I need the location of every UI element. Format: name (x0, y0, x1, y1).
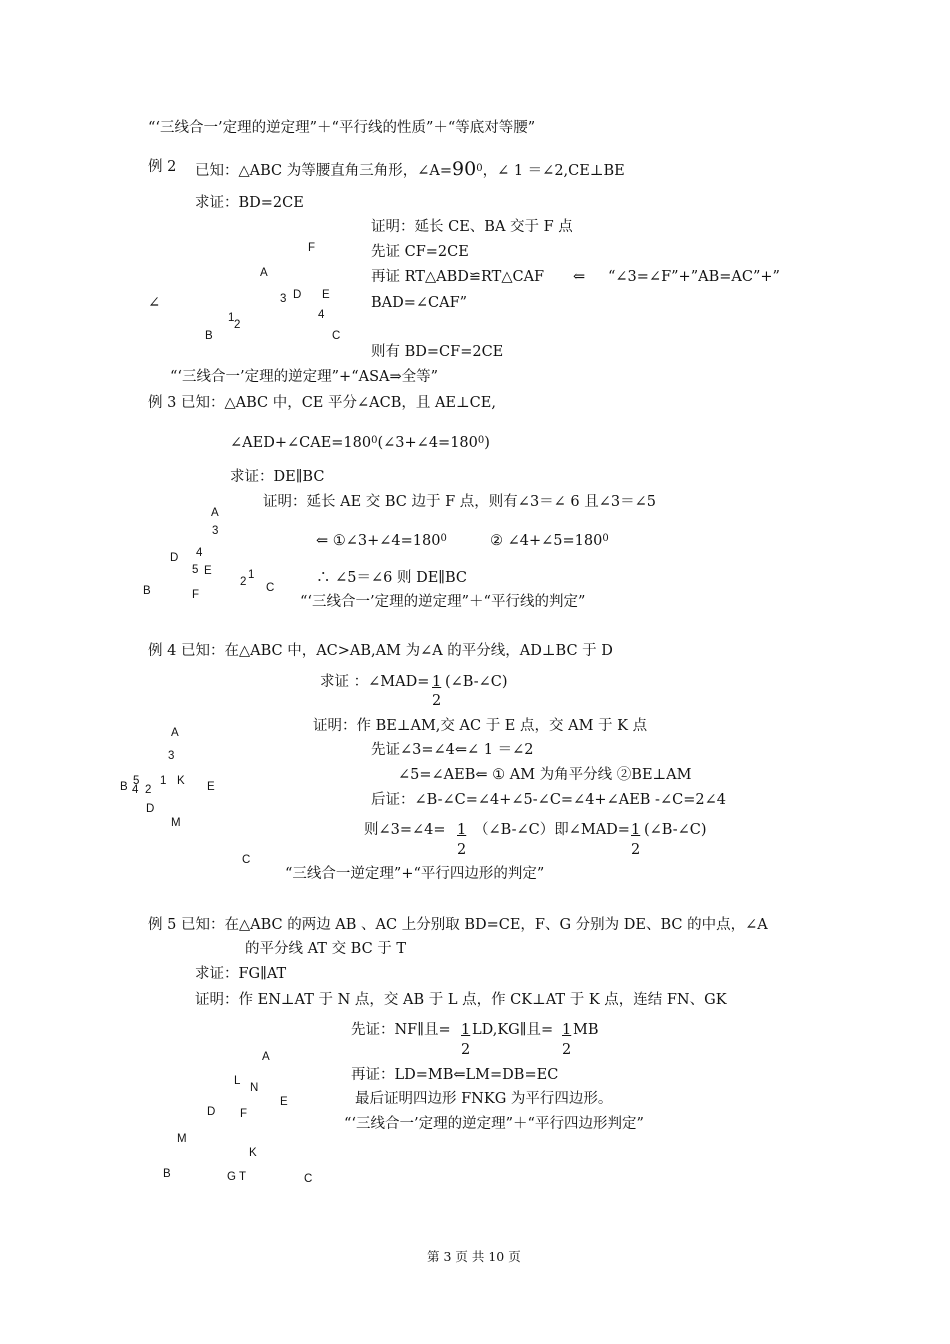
example-4-proof-5-denominator-2: 2 (631, 842, 641, 858)
summary-line-3: “‘三线合一’定理的逆定理”＋“平行线的判定” (300, 594, 586, 610)
example-2-reason: “∠3=∠F”+”AB=AC”+” (608, 269, 780, 285)
example-4-proof-1: 证明：作 BE⊥AM,交 AC 于 E 点，交 AM 于 K 点 (313, 718, 648, 734)
example-5-proof-2b: LD,KG∥且= (472, 1022, 554, 1038)
fig5-label-T: T (239, 1171, 247, 1183)
example-5-proof-2-numerator: 1 (461, 1022, 471, 1038)
fig3-label-A: A (211, 507, 219, 519)
example-4-goal-tail: (∠B-∠C) (445, 674, 508, 690)
fig4-label-3: 3 (168, 750, 175, 762)
fig5-label-N: N (250, 1082, 259, 1094)
example-2-proof-1: 证明：延长 CE、BA 交于 F 点 (371, 219, 573, 235)
example-2-given-tail: ，∠ 1 ＝∠2,CE⊥BE (482, 163, 625, 179)
example-5-proof-2-denominator: 2 (461, 1042, 471, 1058)
example-5-given-2: 的平分线 AT 交 BC 于 T (245, 941, 407, 957)
fig4-label-E: E (207, 781, 215, 793)
fig2-label-4: 4 (318, 309, 325, 321)
example-5-proof-2a: 先证：NF∥且= (351, 1022, 451, 1038)
example-2-degree: 0 (476, 163, 483, 174)
fig5-label-L: L (234, 1075, 241, 1087)
page-footer: 第 3 页 共 10 页 (427, 1249, 521, 1264)
example-2-angle-symbol: ∠ (148, 295, 161, 311)
fig2-label-E: E (322, 289, 330, 301)
summary-line-5: “‘三线合一’定理的逆定理”＋“平行四边形判定” (344, 1116, 644, 1132)
summary-line-4: “三线合一逆定理”+“平行四边形的判定” (285, 866, 545, 882)
fig3-label-4: 4 (196, 547, 203, 559)
example-3-cond-a: ∠AED+∠CAE=180 (230, 435, 372, 451)
fig2-label-1: 1 (228, 312, 235, 324)
fig3-label-C: C (266, 582, 275, 594)
fig3-label-3: 3 (212, 525, 219, 537)
example-2-proof-2: 先证 CF=2CE (371, 244, 469, 260)
example-2-proof-4: BAD=∠CAF” (371, 295, 468, 311)
example-4-proof-5c: (∠B-∠C) (644, 822, 707, 838)
example-3-proof-2 (316, 534, 447, 549)
fig4-label-2: 2 (145, 784, 152, 796)
fig4-label-K: K (177, 775, 185, 787)
example-3-proof-1: 证明：延长 AE 交 BC 边于 F 点，则有∠3＝∠ 6 且∠3＝∠5 (263, 494, 657, 510)
example-4-proof-5-numerator-2: 1 (631, 822, 641, 838)
example-5-proof-4: 最后证明四边形 FNKG 为平行四边形。 (355, 1091, 613, 1107)
example-4-proof-2: 先证∠3=∠4⇐∠ 1 ＝∠2 (371, 742, 534, 758)
example-3-cond-c: ) (484, 435, 490, 451)
fig2-label-2: 2 (234, 319, 241, 331)
example-2-given-text: 已知：△ABC 为等腰直角三角形，∠A= (195, 163, 453, 179)
example-5-proof-1: 证明：作 EN⊥AT 于 N 点，交 AB 于 L 点，作 CK⊥AT 于 K 点，连结 FN、GK (195, 992, 727, 1008)
example-2-given (195, 160, 625, 179)
example-5-proof-2-denominator-2: 2 (562, 1042, 572, 1058)
fig3-label-2: 2 (240, 576, 247, 588)
fig4-label-1: 1 (160, 775, 167, 787)
fig5-label-F: F (240, 1108, 248, 1120)
example-3-proof-2b: ② ∠4+∠5=180 (490, 533, 603, 549)
fig5-label-A: A (262, 1051, 270, 1063)
example-4-proof-5-numerator: 1 (457, 822, 467, 838)
fig5-label-K: K (249, 1147, 257, 1159)
fig5-label-G: G (227, 1171, 236, 1183)
fig2-label-D: D (293, 289, 302, 301)
example-3-proof-2a: ⇐ ①∠3+∠4=180 (316, 533, 441, 549)
fig3-label-F: F (192, 589, 200, 601)
example-4-proof-3: ∠5=∠AEB⇐ ① AM 为角平分线 ②BE⊥AM (398, 767, 692, 783)
example-4-proof-4: 后证：∠B-∠C=∠4+∠5-∠C=∠4+∠AEB -∠C=2∠4 (371, 792, 726, 808)
fig2-label-A: A (260, 267, 268, 279)
fig2-label-B: B (205, 330, 213, 342)
fig5-label-C: C (304, 1173, 313, 1185)
example-5-given-1: 例 5 已知：在△ABC 的两边 AB 、AC 上分别取 BD=CE，F、G 分别为 DE、BC 的中点，∠A (148, 917, 768, 933)
fig3-label-D: D (170, 552, 179, 564)
fig4-label-B: B (120, 781, 128, 793)
example-3-degree-3: 0 (440, 533, 447, 544)
example-3-degree-2: 0 (477, 435, 485, 446)
fig3-label-5: 5 (192, 564, 199, 576)
example-5-goal: 求证：FG∥AT (195, 966, 287, 982)
example-2-ninety: 90 (452, 158, 477, 180)
example-3-given: 例 3 已知：△ABC 中，CE 平分∠ACB，且 AE⊥CE, (148, 395, 496, 411)
example-3-proof-3: ∴ ∠5＝∠6 则 DE∥BC (316, 570, 468, 586)
example-2-arrow: ⇐ (573, 269, 586, 285)
fig3-label-E: E (204, 565, 212, 577)
summary-line-2: “‘三线合一’定理的逆定理”+“ASA⇒全等” (170, 369, 439, 385)
example-3-proof-2-second (490, 534, 609, 549)
fig4-label-A: A (171, 727, 179, 739)
example-4-proof-5a: 则∠3=∠4= (364, 822, 446, 838)
example-4-proof-5-denominator: 2 (457, 842, 467, 858)
fig2-label-3: 3 (280, 293, 287, 305)
example-5-proof-3: 再证：LD=MB⇐LM=DB=EC (351, 1067, 559, 1083)
fig3-label-B: B (143, 585, 151, 597)
example-4-given: 例 4 已知：在△ABC 中，AC>AB,AM 为∠A 的平分线，AD⊥BC 于 D (148, 643, 613, 659)
fig4-label-M: M (171, 817, 181, 829)
fig2-label-F: F (308, 242, 316, 254)
example-2-proof-3: 再证 RT△ABD≌RT△CAF (371, 269, 545, 285)
fig5-label-M: M (177, 1133, 187, 1145)
example-4-goal: 求证 ：∠MAD= (320, 674, 430, 690)
fig5-label-D: D (207, 1106, 216, 1118)
example-2-label: 例 2 (148, 159, 177, 175)
example-3-condition (230, 436, 490, 451)
example-4-proof-5b: （∠B-∠C）即∠MAD= (474, 822, 630, 838)
fig4-label-5: 5 (133, 775, 140, 787)
example-4-goal-denominator: 2 (432, 693, 442, 709)
fig5-label-B: B (163, 1168, 171, 1180)
fig4-label-D: D (146, 803, 155, 815)
fig4-label-4: 4 (132, 784, 139, 796)
example-2-proof-5: 则有 BD=CF=2CE (371, 344, 504, 360)
example-5-proof-2-numerator-2: 1 (562, 1022, 572, 1038)
example-3-degree-4: 0 (602, 533, 609, 544)
example-5-proof-2c: MB (573, 1022, 599, 1038)
example-2-goal: 求证：BD=2CE (195, 195, 304, 211)
fig4-label-C: C (242, 854, 251, 866)
example-4-goal-numerator: 1 (432, 674, 442, 690)
example-3-goal: 求证：DE∥BC (230, 469, 325, 485)
fig2-label-C: C (332, 330, 341, 342)
fig5-label-E: E (280, 1096, 288, 1108)
example-3-degree-1: 0 (371, 435, 378, 446)
fig3-label-1: 1 (248, 569, 255, 581)
summary-line-1: “‘三线合一’定理的逆定理”＋“平行线的性质”＋“等底对等腰” (148, 120, 536, 136)
example-3-cond-b: (∠3+∠4=180 (377, 435, 478, 451)
